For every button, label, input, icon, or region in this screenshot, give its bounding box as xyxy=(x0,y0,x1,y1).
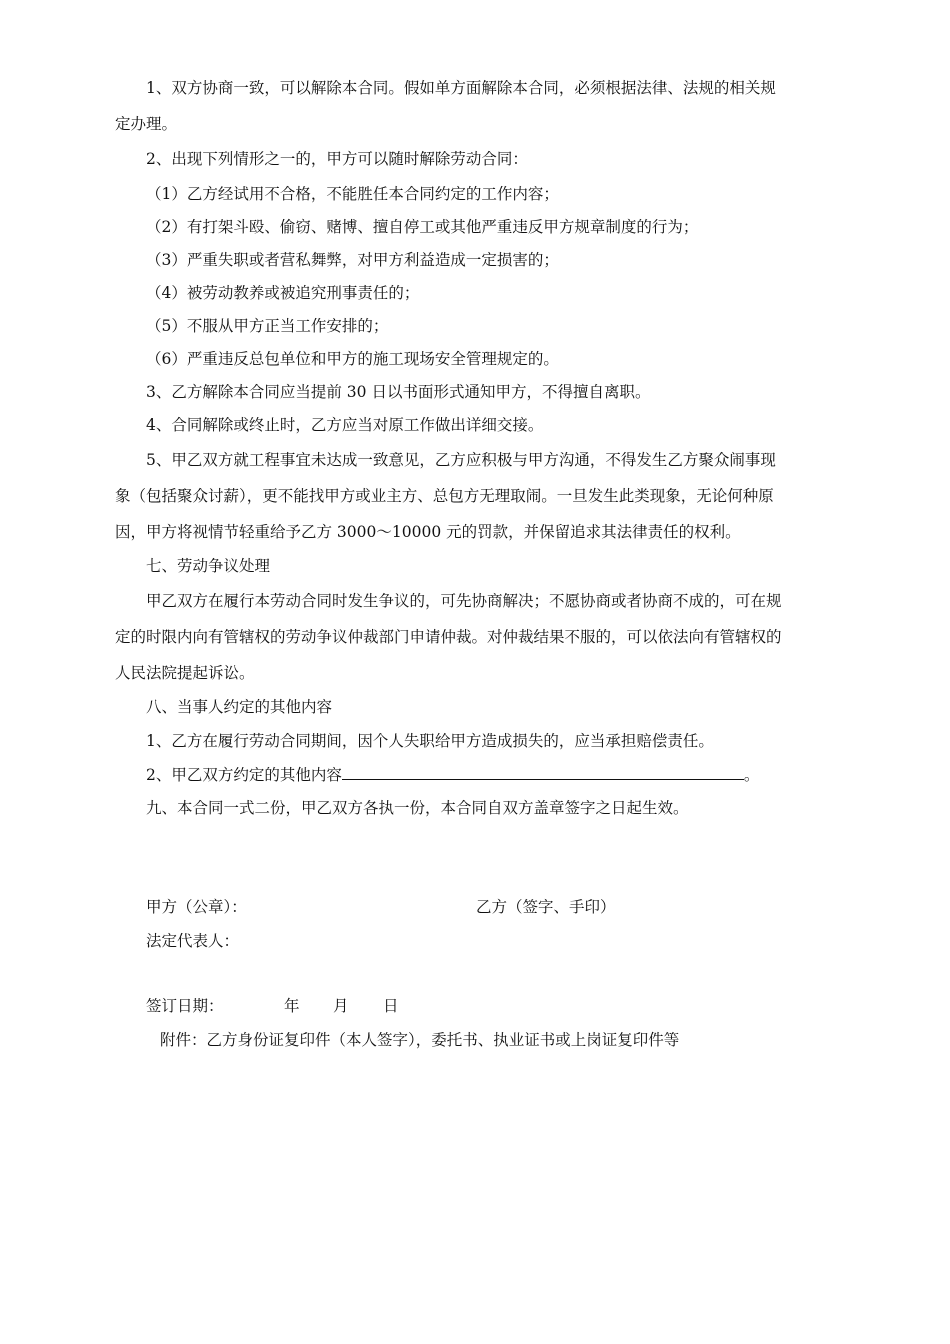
date-year-label: 年 xyxy=(284,997,300,1015)
clause-8-2-item-3: （3）严重失职或者营私舞弊，对甲方利益造成一定损害的； xyxy=(146,251,559,269)
clause-8-2-item-1: （1）乙方经试用不合格，不能胜任本合同约定的工作内容； xyxy=(146,185,559,203)
clause-8-4: 4、合同解除或终止时，乙方应当对原工作做出详细交接。 xyxy=(146,416,544,434)
clause-8-2: 2、出现下列情形之一的，甲方可以随时解除劳动合同： xyxy=(146,150,528,168)
clause-8-1-line-2: 定办理。 xyxy=(115,115,178,133)
clause-8-2-item-4: （4）被劳动教养或被追究刑事责任的； xyxy=(146,284,420,302)
other-content-blank-line xyxy=(342,764,744,780)
attachment-note: 附件：乙方身份证复印件（本人签字），委托书、执业证书或上岗证复印件等 xyxy=(160,1031,680,1049)
signing-date-label: 签订日期： xyxy=(146,997,224,1015)
clause-8-5-line-3: 因，甲方将视情节轻重给予乙方 3000～10000 元的罚款，并保留追求其法律责任的权利。 xyxy=(115,523,741,541)
clause-8-2-item-2: （2）有打架斗殴、偷窃、赌博、擅自停工或其他严重违反甲方规章制度的行为； xyxy=(146,218,699,236)
section-8-item-2-text: 2、甲乙双方约定的其他内容 xyxy=(146,766,342,784)
clause-8-2-item-5: （5）不服从甲方正当工作安排的； xyxy=(146,317,389,335)
section-8-item-2-end: 。 xyxy=(743,766,760,784)
section-8-item-2 xyxy=(146,764,759,785)
clause-8-2-item-6: （6）严重违反总包单位和甲方的施工现场安全管理规定的。 xyxy=(146,350,559,368)
clause-8-5-line-1: 5、甲乙双方就工程事宜未达成一致意见，乙方应积极与甲方沟通，不得发生乙方聚众闹事现 xyxy=(146,451,776,469)
section-7-line-2: 定的时限内向有管辖权的劳动争议仲裁部门申请仲裁。对仲裁结果不服的，可以依法向有管辖权的 xyxy=(115,628,782,646)
section-7-line-3: 人民法院提起诉讼。 xyxy=(115,664,255,682)
section-8-item-1: 1、乙方在履行劳动合同期间，因个人失职给甲方造成损失的，应当承担赔偿责任。 xyxy=(146,732,714,750)
date-day-label: 日 xyxy=(383,997,399,1015)
clause-8-1-line-1: 1、双方协商一致，可以解除本合同。假如单方面解除本合同，必须根据法律、法规的相关规 xyxy=(146,79,776,97)
clause-8-5-line-2: 象（包括聚众讨薪），更不能找甲方或业主方、总包方无理取闹。一旦发生此类现象，无论何种原 xyxy=(115,487,774,505)
party-a-seal-label: 甲方（公章）： xyxy=(146,898,247,916)
section-9: 九、本合同一式二份，甲乙双方各执一份，本合同自双方盖章签字之日起生效。 xyxy=(146,799,689,817)
date-month-label: 月 xyxy=(333,997,349,1015)
clause-8-3: 3、乙方解除本合同应当提前 30 日以书面形式通知甲方，不得擅自离职。 xyxy=(146,383,651,401)
section-8-heading: 八、当事人约定的其他内容 xyxy=(146,698,333,716)
section-7-heading: 七、劳动争议处理 xyxy=(146,557,271,575)
party-b-signature-label: 乙方（签字、手印） xyxy=(476,898,616,916)
legal-representative-label: 法定代表人： xyxy=(146,932,240,950)
section-7-line-1: 甲乙双方在履行本劳动合同时发生争议的，可先协商解决；不愿协商或者协商不成的，可在规 xyxy=(146,592,782,610)
